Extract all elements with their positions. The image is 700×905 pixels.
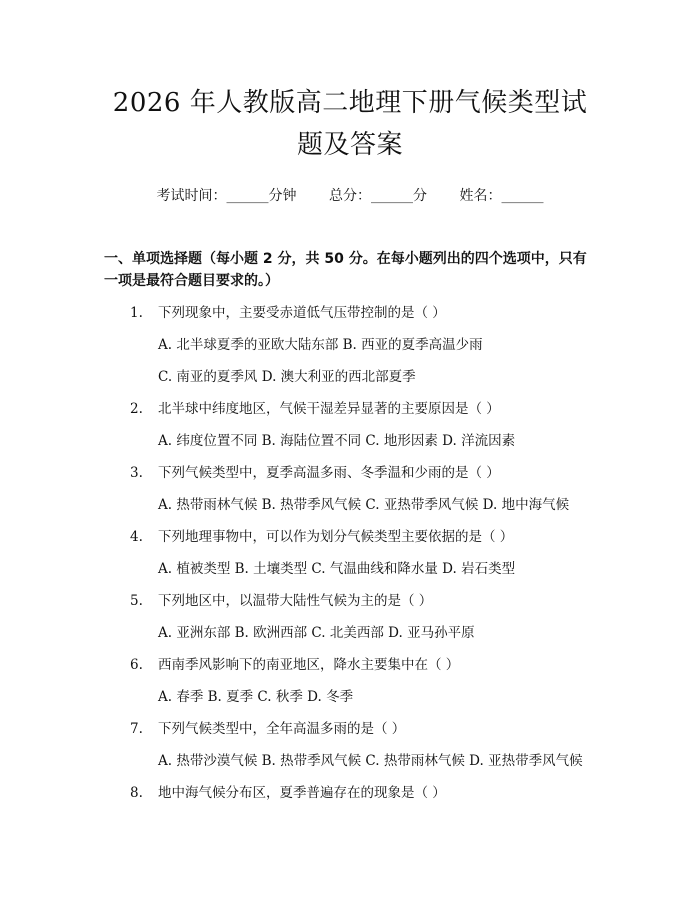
question-text: 地中海气候分布区，夏季普遍存在的现象是（ ） <box>158 785 446 801</box>
question-options: A. 热带雨林气候 B. 热带季风气候 C. 亚热带季风气候 D. 地中海气候 <box>158 497 570 513</box>
question-list <box>104 302 596 804</box>
total-score-unit: 分 <box>413 188 427 204</box>
total-score-label: 总分： <box>329 188 371 204</box>
question-5 <box>104 590 596 644</box>
question-4 <box>104 526 596 580</box>
question-options: A. 春季 B. 夏季 C. 秋季 D. 冬季 <box>158 689 354 705</box>
question-number: 1. <box>130 305 143 321</box>
question-options: A. 植被类型 B. 土壤类型 C. 气温曲线和降水量 D. 岩石类型 <box>158 561 516 577</box>
exam-info <box>104 186 596 206</box>
question-number: 4. <box>130 529 143 545</box>
question-stem <box>104 398 596 420</box>
exam-time-unit: 分钟 <box>268 188 297 204</box>
question-number: 5. <box>130 593 143 609</box>
question-stem <box>104 526 596 548</box>
question-6 <box>104 654 596 708</box>
question-options: A. 北半球夏季的亚欧大陆东部 B. 西亚的夏季高温少雨 <box>158 337 483 353</box>
question-number: 8. <box>130 785 143 801</box>
question-1 <box>104 302 596 388</box>
exam-time-field <box>157 186 297 206</box>
question-options: A. 热带沙漠气候 B. 热带季风气候 C. 热带雨林气候 D. 亚热带季风气候 <box>158 753 583 769</box>
question-stem <box>104 462 596 484</box>
question-7 <box>104 718 596 772</box>
total-score-field <box>329 186 427 206</box>
student-name-blank: ______ <box>501 188 544 204</box>
question-stem <box>104 654 596 676</box>
question-2 <box>104 398 596 452</box>
question-stem <box>104 302 596 324</box>
exam-time-label: 考试时间： <box>156 188 227 204</box>
question-text: 下列地理事物中，可以作为划分气候类型主要依据的是（ ） <box>158 529 514 545</box>
question-text: 西南季风影响下的南亚地区，降水主要集中在（ ） <box>158 657 460 673</box>
total-score-blank: ______ <box>371 188 413 204</box>
student-name-label: 姓名： <box>459 188 502 204</box>
student-name-field <box>459 186 543 206</box>
question-stem <box>104 718 596 740</box>
question-text: 下列现象中，主要受赤道低气压带控制的是（ ） <box>158 305 446 321</box>
question-number: 6. <box>130 657 143 673</box>
question-options: A. 纬度位置不同 B. 海陆位置不同 C. 地形因素 D. 洋流因素 <box>158 433 516 449</box>
question-number: 2. <box>130 401 143 417</box>
section-heading: 一、单项选择题（每小题 2 分，共 50 分。在每小题列出的四个选项中，只有一项是最符合题目要求的。） <box>104 251 587 289</box>
question-number: 7. <box>130 721 143 737</box>
question-stem <box>104 782 596 804</box>
exam-time-blank: ______ <box>226 188 269 204</box>
question-8 <box>104 782 596 804</box>
question-stem <box>104 590 596 612</box>
question-3 <box>104 462 596 516</box>
question-number: 3. <box>130 465 143 481</box>
question-text: 下列气候类型中，全年高温多雨的是（ ） <box>158 721 406 737</box>
question-text: 下列地区中，以温带大陆性气候为主的是（ ） <box>158 593 433 609</box>
question-options: C. 南亚的夏季风 D. 澳大利亚的西北部夏季 <box>158 369 416 385</box>
question-options: A. 亚洲东部 B. 欧洲西部 C. 北美西部 D. 亚马孙平原 <box>158 625 475 641</box>
document-title: 2026 年人教版高二地理下册气候类型试题及答案 <box>112 88 588 160</box>
question-text: 下列气候类型中，夏季高温多雨、冬季温和少雨的是（ ） <box>158 465 500 481</box>
question-text: 北半球中纬度地区，气候干湿差异显著的主要原因是（ ） <box>158 401 500 417</box>
